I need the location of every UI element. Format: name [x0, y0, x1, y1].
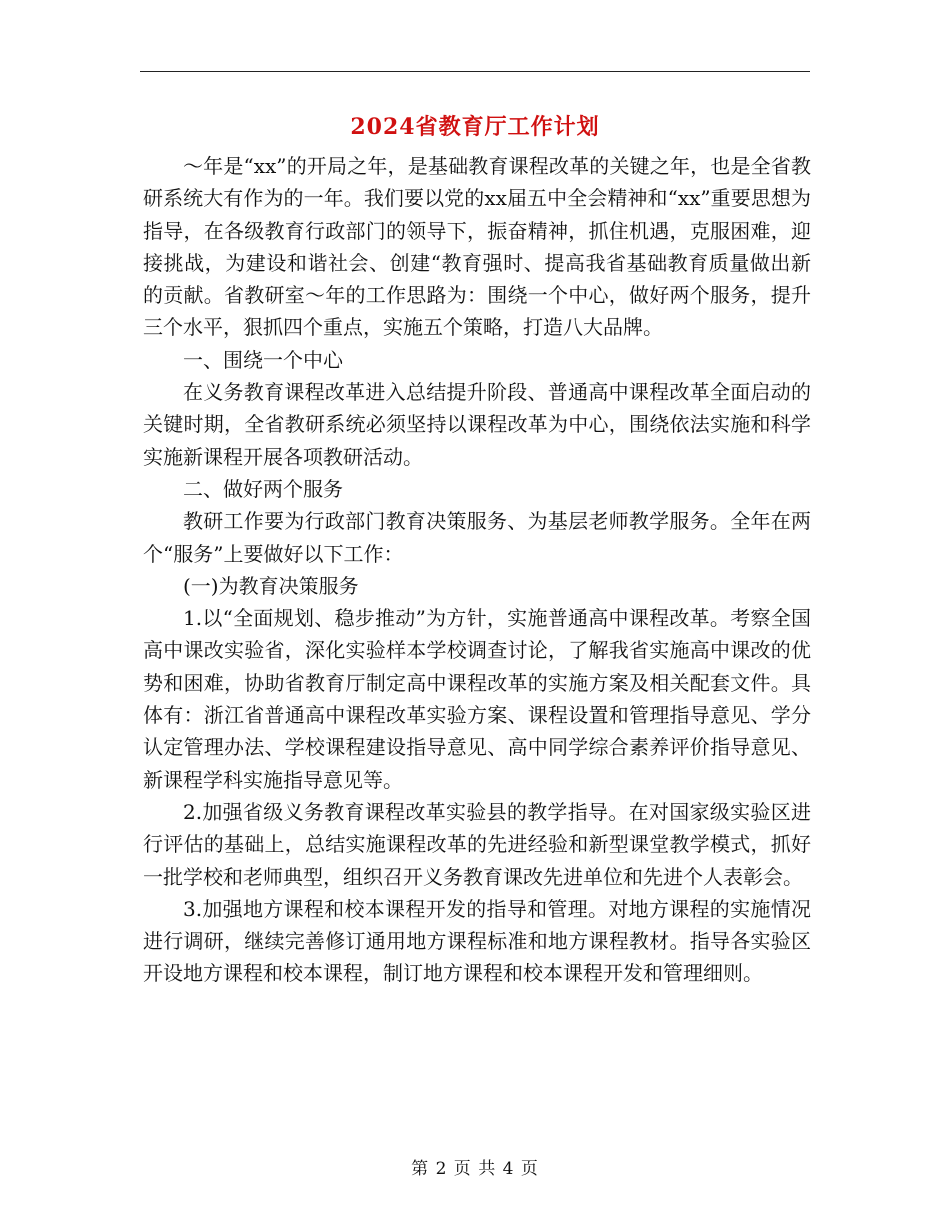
- header-rule: [140, 71, 810, 72]
- heading-section-1: 一、围绕一个中心: [183, 347, 343, 372]
- paragraph-item-1: 1.以“全面规划、稳步推动”为方针，实施普通高中课程改革。考察全国高中课改实验省，深化实验样本学校调查讨论，了解我省实施高中课改的优势和困难，协助省教育厅制定高中课程改革的实施方案及相关配套文件。具体有：浙江省普通高中课程改革实验方案、课程设置和管理指导意见、学分认定管理办法、学校课程建设指导意见、高中同学综合素养评价指导意见、新课程学科实施指导意见等。: [143, 606, 811, 792]
- paragraph-section-2: 教研工作要为行政部门教育决策服务、为基层老师教学服务。全年在两个“服务”上要做好以下工作：: [143, 509, 811, 566]
- document-body: [143, 150, 811, 990]
- heading-subsection-1: (一)为教育决策服务: [183, 573, 359, 598]
- paragraph-item-2: 2.加强省级义务教育课程改革实验县的教学指导。在对国家级实验区进行评估的基础上，总结实施课程改革的先进经验和新型课堂教学模式，抓好一批学校和老师典型，组织召开义务教育课改先进单位和先进个人表彰会。: [143, 799, 811, 889]
- document-title: 2024省教育厅工作计划: [350, 114, 600, 140]
- paragraph-item-3: 3.加强地方课程和校本课程开发的指导和管理。对地方课程的实施情况进行调研，继续完善修订通用地方课程标准和地方课程教材。指导各实验区开设地方课程和校本课程，制订地方课程和校本课程开发和管理细则。: [143, 896, 811, 986]
- paragraph-section-1: 在义务教育课程改革进入总结提升阶段、普通高中课程改革全面启动的关键时期，全省教研系统必须坚持以课程改革为中心，围绕依法实施和科学实施新课程开展各项教研活动。: [143, 380, 811, 469]
- paragraph-intro: ～年是“xx”的开局之年，是基础教育课程改革的关键之年，也是全省教研系统大有作为的一年。我们要以党的xx届五中全会精神和“xx”重要思想为指导，在各级教育行政部门的领导下，振奋精神，抓住机遇，克服困难，迎接挑战，为建设和谐社会、创建“教育强时、提高我省基础教育质量做出新的贡献。省教研室～年的工作思路为：围绕一个中心，做好两个服务，提升三个水平，狠抓四个重点，实施五个策略，打造八大品牌。: [143, 154, 811, 340]
- heading-section-2: 二、做好两个服务: [183, 476, 343, 501]
- page-number: 第 2 页 共 4 页: [411, 1159, 539, 1179]
